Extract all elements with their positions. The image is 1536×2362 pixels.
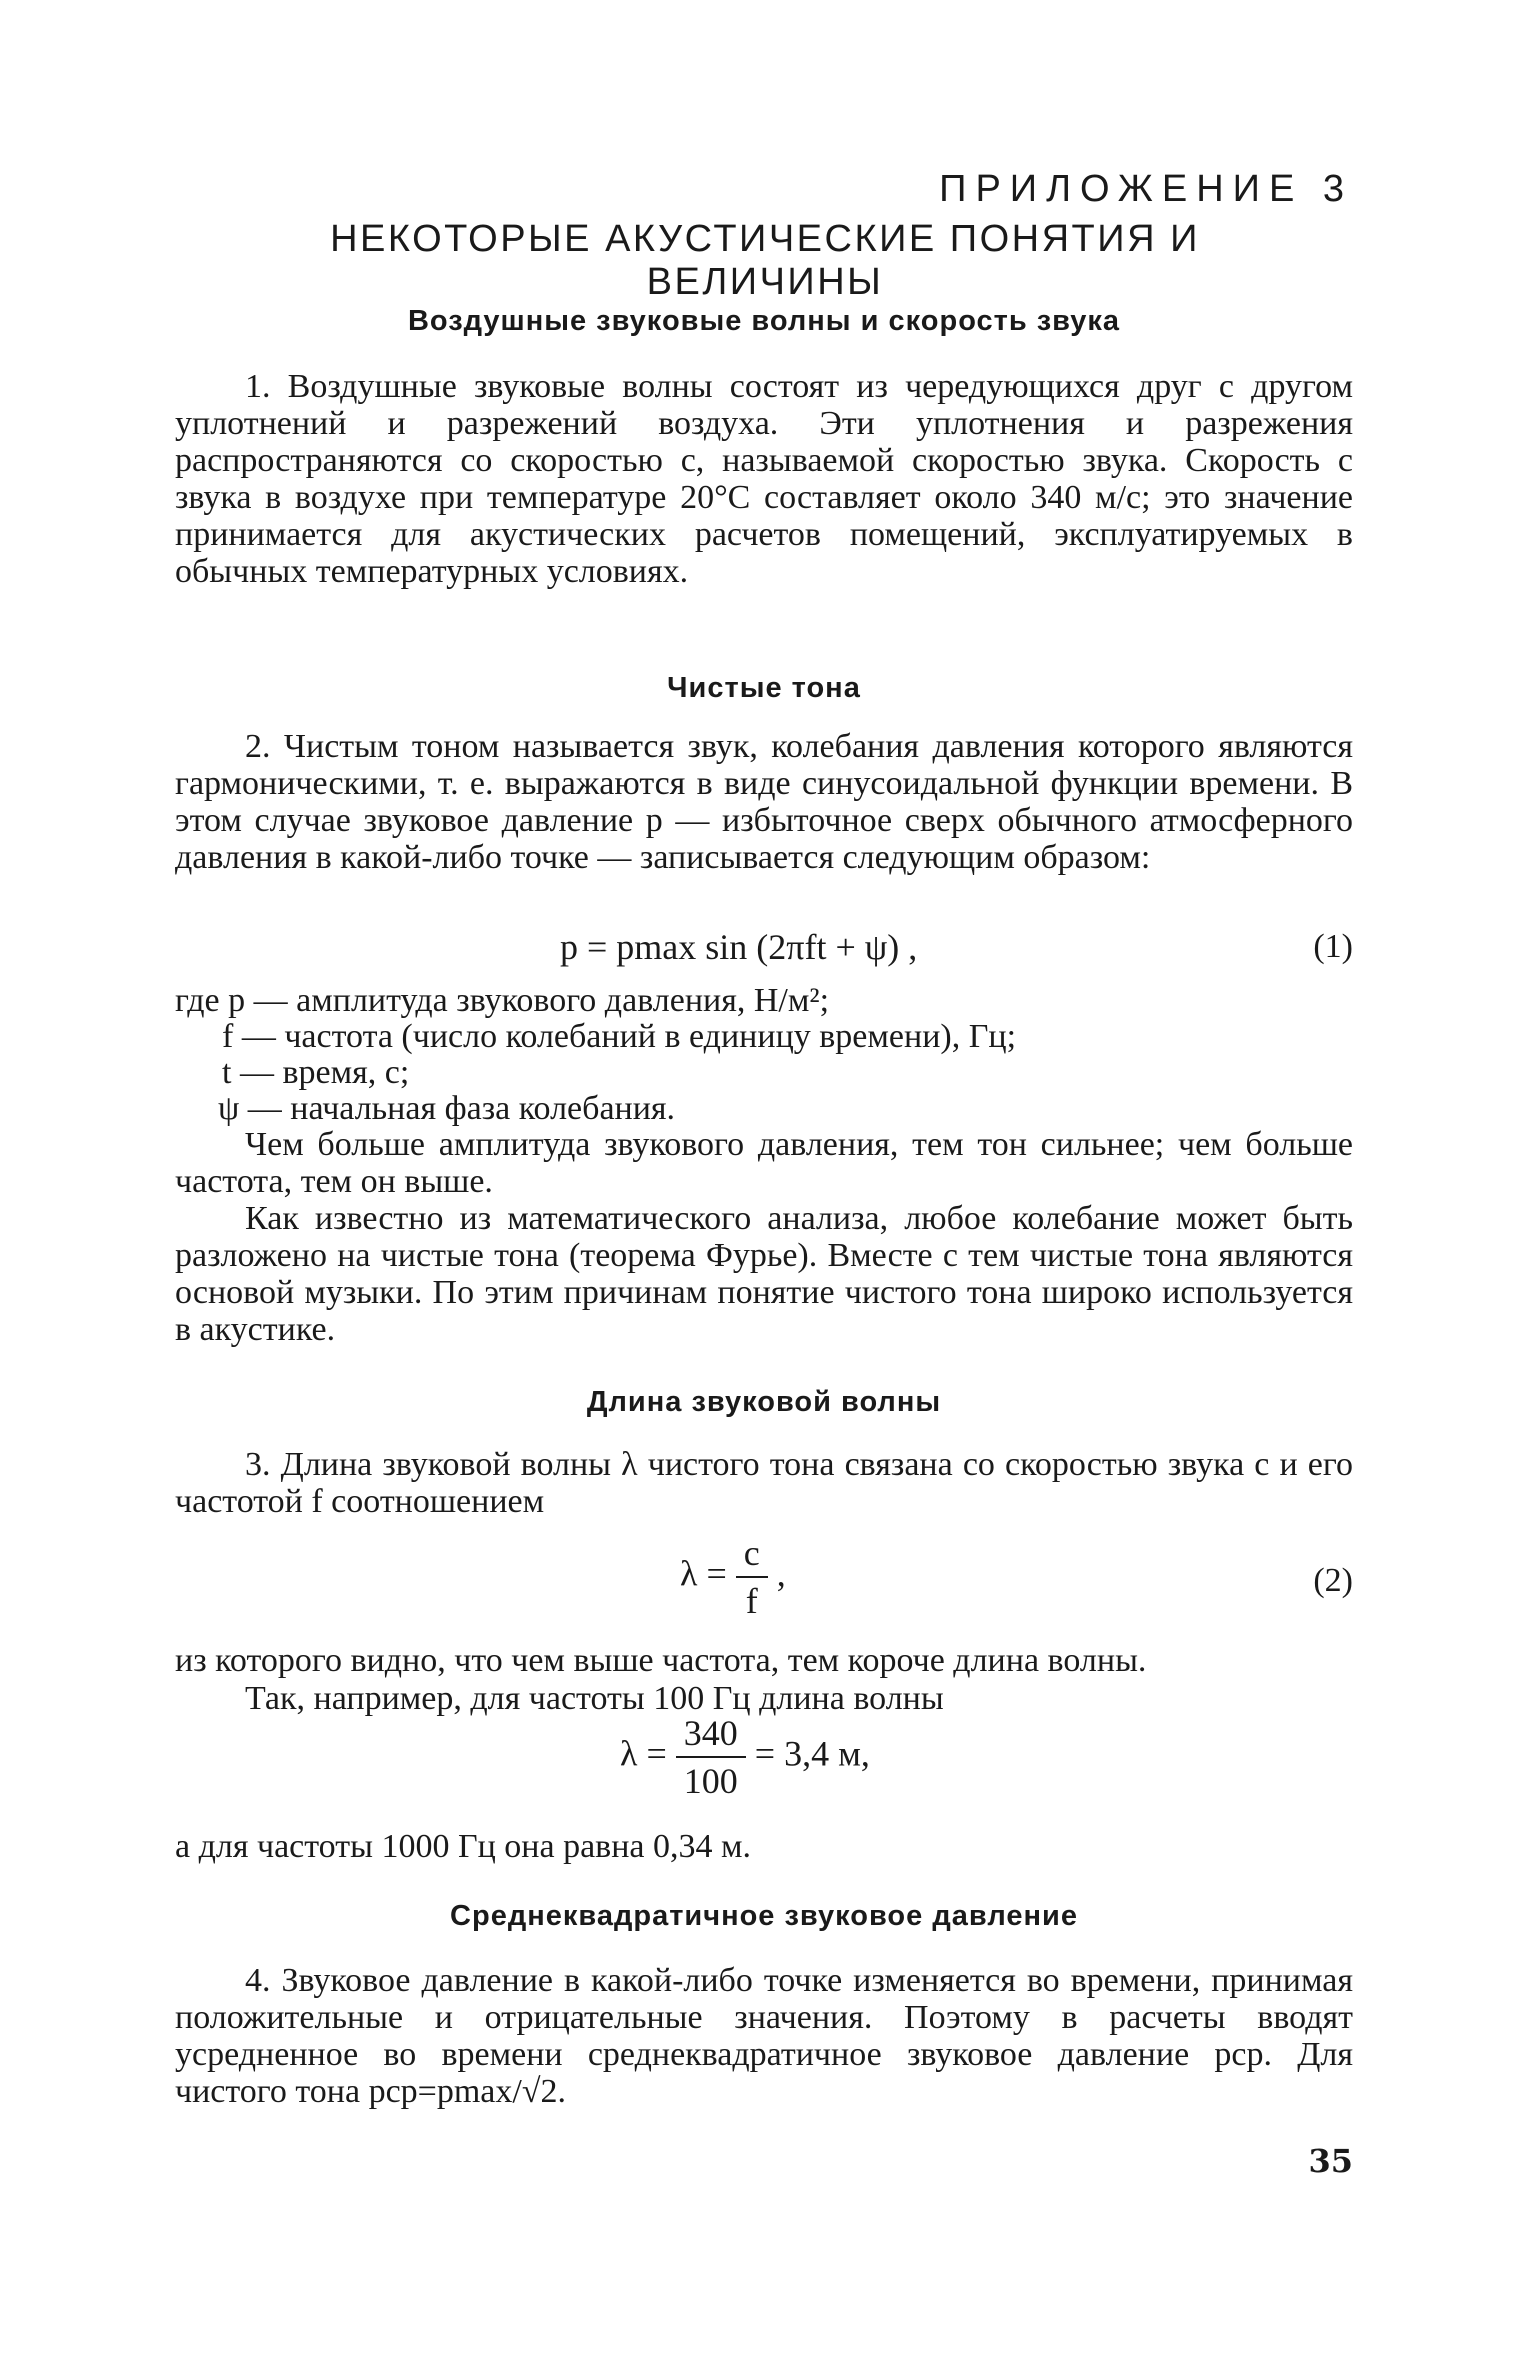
paragraph-1: 1. Воздушные звуковые волны состоят из чередующихся друг с другом уплотнений и разрежений воздуха. Эти уплотнения и разрежения распространяются со скоростью c, называемой скоростью звука. Скорость c звука в воздухе при температуре 20°C составляет около 340 м/с; это значение принимается для акустических расчетов помещений, эксплуатируемых в обычных температурных условиях.: [175, 368, 1353, 590]
section-heading-rms-pressure: Среднеквадратичное звуковое давление: [450, 1900, 1078, 1932]
formula-example-lhs: λ =: [620, 1733, 667, 1774]
formula-2-numerator: c: [743, 1533, 760, 1573]
formula-2-tail: ,: [776, 1553, 786, 1594]
formula-example-result: = 3,4 м,: [754, 1733, 870, 1774]
section-heading-air-waves: Воздушные звуковые волны и скорость звука: [407, 305, 1121, 337]
formula-example: [620, 1712, 870, 1802]
formula-example-numerator: 340: [683, 1713, 738, 1753]
section-heading-pure-tones: Чистые тона: [667, 672, 861, 704]
paragraph-4: 4. Звуковое давление в какой-либо точке изменяется во времени, принимая положительные и отрицательные значения. Поэтому в расчеты вводят усредненное во времени среднеквадратичное звуковое давление pср. Для чистого тона pср=pmax/√2.: [175, 1962, 1353, 2110]
definition-psi: ψ — начальная фаза колебания.: [218, 1090, 676, 1127]
formula-number-1: (1): [1313, 928, 1353, 965]
formula-2-lhs: λ =: [680, 1553, 727, 1594]
formula-2-fraction: [736, 1532, 768, 1622]
appendix-label: ПРИЛОЖЕНИЕ 3: [939, 168, 1353, 210]
definition-t: t — время, с;: [222, 1054, 410, 1091]
paragraph-2c: Как известно из математического анализа, любое колебание может быть разложено на чистые тона (теорема Фурье). Вместе с тем чистые тона являются основой музыки. По этим причинам понятие чистого тона широко используется в акустике.: [175, 1200, 1353, 1348]
page-title: НЕКОТОРЫЕ АКУСТИЧЕСКИЕ ПОНЯТИЯ И ВЕЛИЧИНЫ: [330, 218, 1200, 303]
fraction-bar: [736, 1576, 768, 1578]
formula-example-fraction: [676, 1712, 746, 1802]
paragraph-2: 2. Чистым тоном называется звук, колебания давления которого являются гармоническими, т. е. выражаются в виде синусоидальной функции времени. В этом случае звуковое давление p — избыточное сверх обычного атмосферного давления в какой-либо точке — записывается следующим образом:: [175, 728, 1353, 876]
formula-example-denominator: 100: [683, 1761, 738, 1801]
definition-f: f — частота (число колебаний в единицу времени), Гц;: [222, 1018, 1017, 1055]
fraction-bar: [676, 1756, 746, 1758]
formula-number-2: (2): [1313, 1562, 1353, 1599]
formula-2: [680, 1532, 786, 1622]
page-number: 35: [1308, 2142, 1353, 2180]
wavelength-conclusion: из которого видно, что чем выше частота, тем короче длина волны.: [175, 1642, 1147, 1679]
wavelength-example-intro: Так, например, для частоты 100 Гц длина волны: [245, 1680, 944, 1717]
paragraph-3: 3. Длина звуковой волны λ чистого тона связана со скоростью звука c и его частотой f соотношением: [175, 1446, 1353, 1520]
formula-2-denominator: f: [745, 1581, 758, 1621]
formula-1: p = pmax sin (2πft + ψ) ,: [560, 927, 918, 967]
definition-p: где p — амплитуда звукового давления, Н/м²;: [175, 982, 830, 1019]
wavelength-closing: а для частоты 1000 Гц она равна 0,34 м.: [175, 1828, 752, 1865]
section-heading-wavelength: Длина звуковой волны: [586, 1386, 942, 1418]
paragraph-2b: Чем больше амплитуда звукового давления, тем тон сильнее; чем больше частота, тем он выше.: [175, 1126, 1353, 1200]
